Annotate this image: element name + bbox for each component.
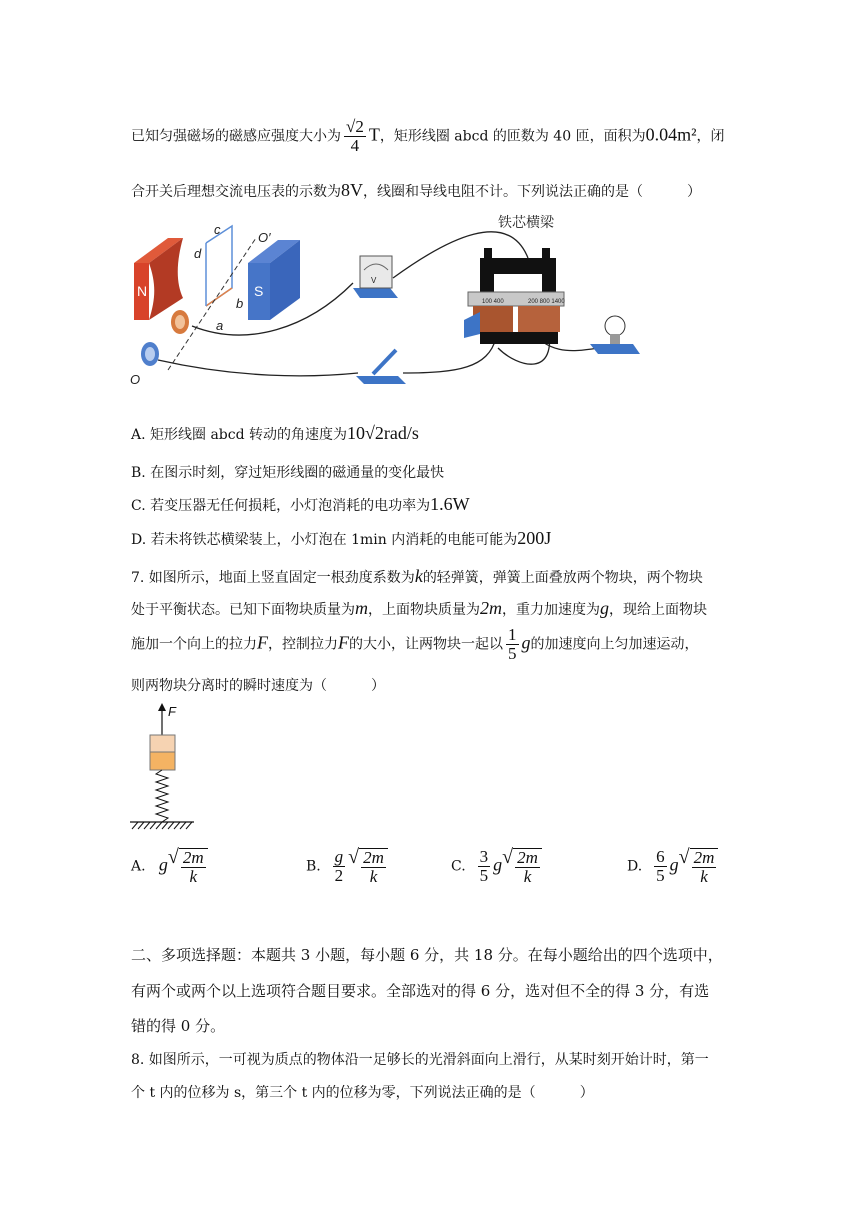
q6-option-b[interactable] (131, 462, 444, 482)
unit-T: T (368, 124, 380, 145)
fraction-numerator: √ 2m (517, 848, 538, 867)
magnet-s (248, 240, 300, 320)
option-text: B. 在图示时刻，穿过矩形线圈的磁通量的变化最快 (131, 465, 445, 481)
q6-option-c[interactable] (131, 494, 470, 515)
q7-text: 的加速度向上匀加速运动， (530, 636, 699, 653)
q8-text: ） (579, 1085, 594, 1101)
q7-option-a[interactable] (131, 848, 208, 886)
switch (356, 350, 406, 384)
n-label: N (137, 283, 148, 299)
q8-line-1: 8. 如图所示，一可视为质点的物体沿一足够长的光滑斜面向上滑行，从某时刻开始计时，第一 (131, 1052, 709, 1068)
q7-text: ） (371, 678, 385, 694)
fraction-numerator: √ 2m (693, 848, 715, 867)
section2-line-1: 二、多项选择题：本题共 3 小题，每小题 6 分，共 18 分。在每小题给出的四个选项中， (131, 946, 723, 964)
option-text: D. 若未将铁芯横梁装上，小灯泡在 1min 内消耗的电能可能为 (131, 532, 518, 548)
fraction-denominator: 5 (508, 643, 517, 663)
voltmeter (353, 256, 398, 298)
fraction-numerator: 1 (508, 625, 517, 644)
q7-text: 施加一个向上的拉力 (131, 636, 257, 653)
var-m: m (355, 598, 368, 618)
force-label: F (168, 704, 176, 719)
q6-option-d[interactable] (131, 528, 551, 549)
scale-right: 200 800 1400 (528, 299, 565, 305)
var-g: g (669, 854, 679, 875)
q7-text: 7. 如图所示，地面上竖直固定一根劲度系数为 (131, 570, 415, 586)
sqrt-expression (348, 848, 388, 886)
label-a: a (216, 318, 224, 333)
q7-text: ，上面物块质量为 (368, 602, 480, 618)
spring-blocks-figure (128, 702, 208, 832)
spring (156, 770, 168, 822)
option-label: D. (627, 858, 643, 875)
q7-line-1 (131, 566, 703, 587)
s-label: S (254, 283, 264, 299)
fraction-1-5 (506, 626, 519, 663)
var-g: g (493, 854, 503, 875)
fraction-numerator: 6 (656, 847, 665, 867)
slip-rings (130, 310, 189, 387)
option-math: 200J (517, 528, 552, 548)
sqrt-expression (168, 848, 208, 886)
q6-text: 合开关后理想交流电压表的示数为 (131, 184, 341, 200)
q6-text: ，矩形线圈 abcd 的匝数为 40 匝，面积为 (379, 128, 646, 145)
var-g: g (521, 632, 531, 653)
q7-text: 处于平衡状态。已知下面物块质量为 (131, 602, 355, 618)
beam-label: 铁芯横梁 (498, 214, 554, 230)
ground-hatch (132, 822, 192, 829)
q6-text: ） (687, 184, 701, 200)
option-math: 1.6W (430, 494, 470, 514)
q7-text: 的轻弹簧，弹簧上面叠放两个物块，两个物块 (422, 570, 703, 586)
fraction-numerator: 3 (479, 847, 489, 867)
q6-line-1 (131, 118, 724, 155)
q7-text: 则两物块分离时的瞬时速度为（ (131, 678, 327, 694)
q7-text: ，控制拉力 (268, 636, 338, 653)
fraction-numerator: √ 2m (363, 848, 384, 867)
option-text: C. 若变压器无任何损耗，小灯泡消耗的电功率为 (131, 498, 431, 514)
fraction-numerator: g (334, 847, 344, 867)
section2-line-3: 错的得 0 分。 (131, 1017, 226, 1035)
upper-block (150, 735, 175, 752)
q7-text: ，现给上面物块 (609, 602, 707, 618)
scale-left: 100 400 (482, 299, 504, 305)
fraction-numerator: √ 2m (182, 848, 204, 867)
q7-text: ，重力加速度为 (502, 602, 600, 618)
var-F: F (257, 632, 268, 653)
option-label: A. (131, 858, 146, 875)
option-label: B. (306, 858, 321, 875)
sqrt-expression (502, 848, 542, 886)
q6-text: ，闭 (696, 128, 725, 145)
q6-text: ，线圈和导线电阻不计。下列说法正确的是（ (363, 184, 643, 200)
q8-line-2 (131, 1082, 594, 1102)
sqrt-expression (679, 848, 719, 886)
q6-text: 已知匀强磁场的磁感应强度大小为 (131, 128, 341, 145)
voltage-value: 8V (341, 180, 363, 200)
fraction-denominator: k (369, 866, 378, 886)
var-g: g (600, 598, 609, 618)
option-text: A. 矩形线圈 abcd 转动的角速度为 (131, 427, 348, 443)
var-F: F (338, 632, 349, 653)
q7-text: 的大小，让两物块一起以 (349, 636, 503, 653)
fraction-numerator: √2 (346, 117, 364, 136)
arrow-head-icon (158, 703, 166, 711)
option-label: C. (451, 858, 466, 875)
light-bulb (590, 316, 640, 354)
label-d: d (194, 246, 202, 261)
fraction-denominator: k (700, 866, 708, 886)
fraction-denominator: k (189, 866, 198, 886)
lower-block (150, 752, 175, 770)
fraction-denominator: 5 (479, 866, 489, 886)
option-math: 10√2rad/s (347, 423, 419, 443)
section2-line-2: 有两个或两个以上选项符合题目要求。全部选对的得 6 分，选对但不全的得 3 分，有选 (131, 982, 710, 1000)
q7-option-b[interactable] (306, 848, 388, 886)
generator-transformer-figure (128, 208, 658, 398)
magnet-n (134, 238, 183, 320)
q6-option-a[interactable] (131, 423, 419, 444)
q7-line-3 (131, 626, 699, 663)
q8-text: 个 t 内的位移为 s，第三个 t 内的位移为零，下列说法正确的是（ (131, 1085, 536, 1101)
q7-option-d[interactable] (627, 848, 718, 886)
q7-line-4 (131, 675, 385, 695)
q6-line-2 (131, 180, 701, 201)
voltmeter-label: V (371, 276, 377, 285)
fraction-denominator: 5 (656, 866, 665, 886)
q7-option-c[interactable] (451, 848, 542, 886)
label-b: b (236, 296, 244, 311)
field-fraction (344, 118, 366, 155)
q7-line-2 (131, 598, 707, 619)
label-o-prime: O′ (258, 230, 271, 245)
area-value: 0.04m² (645, 124, 697, 145)
label-o: O (130, 372, 141, 387)
var-k: k (414, 566, 423, 586)
var-2m: 2m (480, 598, 502, 618)
fraction-denominator: 2 (334, 866, 344, 886)
label-c: c (214, 222, 221, 237)
var-g: g (158, 854, 168, 875)
fraction-denominator: k (523, 866, 532, 886)
fraction-denominator: 4 (350, 135, 360, 155)
